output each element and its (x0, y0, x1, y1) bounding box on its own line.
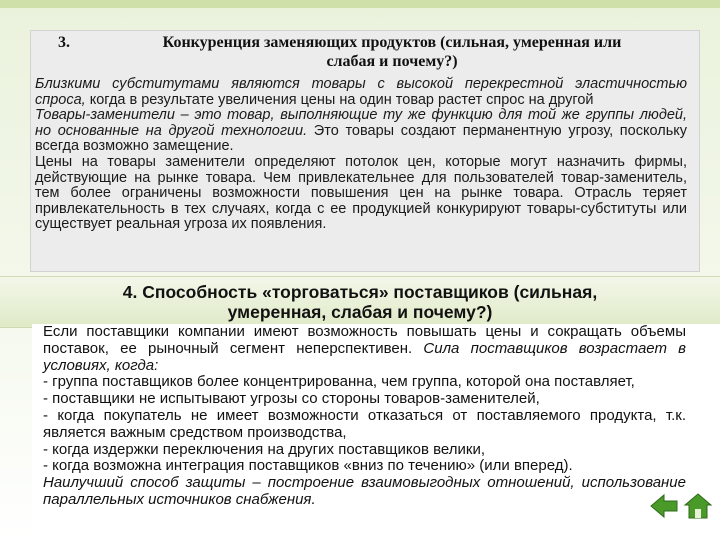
section-3-body (35, 77, 687, 233)
section-4-conclusion: Наилучший способ защиты – построение взаимовыгодных отношений, использование параллельных источников снабжения. (43, 474, 686, 508)
home-button[interactable] (683, 492, 713, 520)
section-3-title-line-1: Конкуренция заменяющих продуктов (сильная, умеренная или (162, 34, 622, 51)
section-3-title-line-2: слабая и почему?) (326, 53, 458, 70)
section-4-body (43, 324, 686, 509)
section-4-title (60, 282, 660, 322)
list-item: - когда покупатель не имеет возможности отказаться от поставляемого продукта, т.к. является важным средством производства, (43, 406, 686, 441)
section-4-title-line-1: 4. Способность «торговаться» поставщиков (сильная, (122, 282, 598, 302)
section-3-number: 3. (58, 34, 70, 51)
home-icon (683, 492, 713, 520)
top-decoration-strip (0, 0, 720, 8)
section-3-paragraph: Близкими субститутами являются товары с высокой перекрестной эластичностью спроса, когда в результате увеличения цены на один товар растет спрос на другой (35, 76, 687, 108)
list-item: - поставщики не испытывают угрозы со стороны товаров-заменителей, (43, 390, 540, 408)
list-item: - когда возможна интеграция поставщиков «вниз по течению» (или вперед). (43, 457, 573, 475)
section-3-paragraph: Цены на товары заменители определяют потолок цен, которые могут назначить фирмы, действующие на рынке товара. Чем привлекательнее для пользователей товар-заменитель, тем более ограничены возможности повышения цен на рынке товара. Отрасль теряет привлекательность в тех случаях, когда с ее продукцией конкурируют товары-субституты или существует реальная угроза их появления. (35, 153, 687, 233)
section-4-intro: Если поставщики компании имеют возможность повышать цены и сокращать объемы поставок, ее рыночный сегмент неперспективен. Сила поставщиков возрастает в условиях, когда: (43, 323, 686, 374)
list-item: - когда издержки переключения на других поставщиков велики, (43, 440, 485, 458)
back-arrow-icon (649, 492, 679, 520)
list-item: - группа поставщиков более концентрированна, чем группа, которой она поставляет, (43, 373, 635, 391)
back-button[interactable] (649, 492, 679, 520)
section-4-title-line-2: умеренная, слабая и почему?) (227, 302, 493, 322)
section-3-paragraph: Товары-заменители – это товар, выполняющие ту же функцию для той же группы людей, но основанные на другой технологии. Это товары создают перманентную угрозу, поскольку всегда возможно замещение. (35, 107, 688, 155)
